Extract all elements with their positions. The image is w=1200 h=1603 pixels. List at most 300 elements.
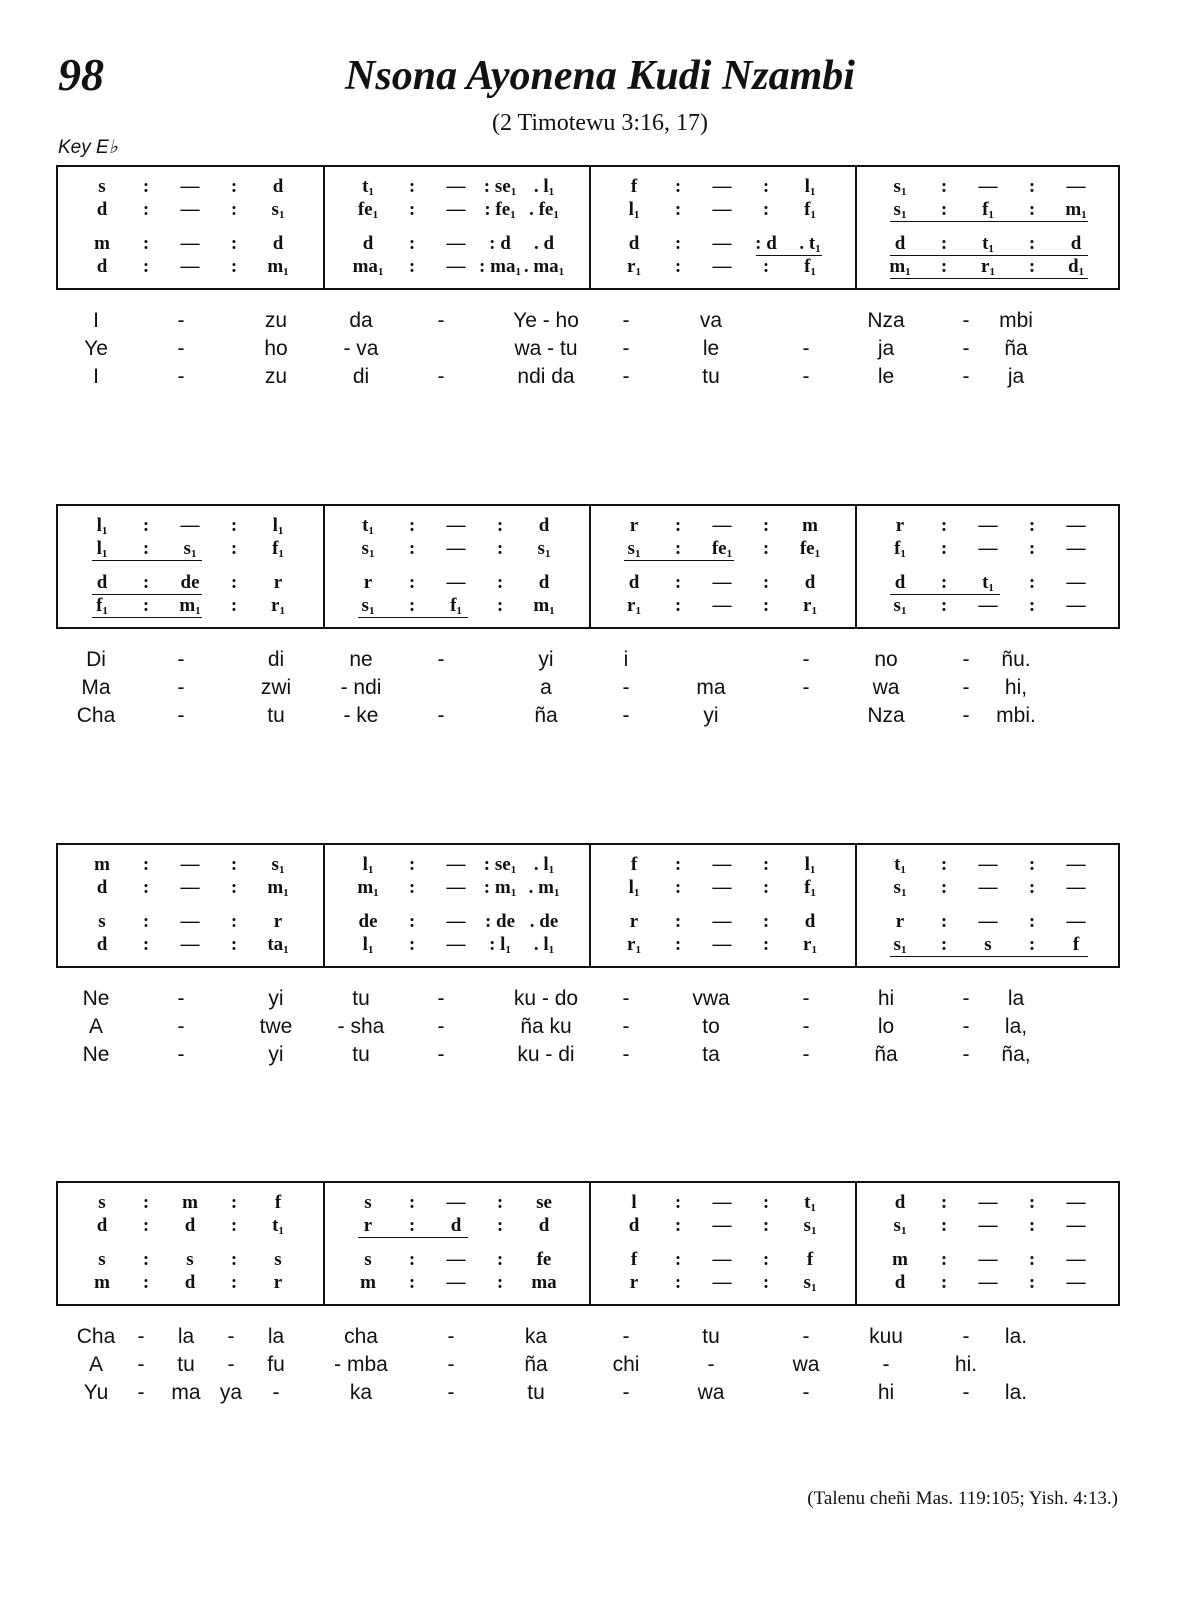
note-syllable: :: [1028, 934, 1036, 955]
solfa-note: [780, 596, 840, 616]
note-syllable: s: [537, 538, 545, 559]
note-syllable: s: [364, 1249, 372, 1270]
note-syllable: :: [142, 911, 150, 932]
solfa-note: [248, 1216, 308, 1236]
note-syllable: m: [267, 256, 284, 277]
note-syllable: m: [1065, 199, 1082, 220]
solfa-note: [514, 573, 574, 593]
bar-line: [323, 167, 325, 288]
lyric-syllable: ña: [1004, 337, 1028, 360]
octave-subscript: 1: [900, 548, 906, 560]
lyric-syllable: - ke: [343, 704, 379, 727]
note-syllable: :: [142, 572, 150, 593]
note-syllable: :: [408, 1249, 416, 1270]
lyric-syllable: wa - tu: [514, 337, 578, 360]
lyric-syllable: -: [622, 987, 630, 1010]
lyric-syllable: Ne: [82, 987, 110, 1010]
lyric-syllable: -: [272, 1381, 280, 1404]
lyric-syllable: Cha: [76, 1325, 116, 1348]
lyric-syllable: ne: [349, 648, 373, 671]
note-syllable: —: [978, 1249, 998, 1270]
note-syllable: —: [446, 854, 466, 875]
note-syllable: r: [629, 515, 639, 536]
lyric-syllable: ja: [1007, 365, 1025, 388]
lyric-syllable: ka: [349, 1381, 373, 1404]
solfa-system: [56, 1181, 1120, 1306]
octave-subscript: 1: [1078, 266, 1085, 278]
note-syllable: d: [628, 1215, 640, 1236]
note-syllable: d: [96, 1215, 108, 1236]
solfa-note: [780, 1193, 840, 1213]
note-syllable: l: [96, 515, 102, 536]
solfa-note: [248, 912, 308, 932]
note-syllable: —: [180, 233, 200, 254]
bar-line: [855, 845, 857, 966]
note-syllable: l: [804, 854, 810, 875]
note-syllable: —: [180, 877, 200, 898]
solfa-note: [780, 1216, 840, 1236]
note-syllable: d: [894, 233, 906, 254]
solfa-system: [56, 843, 1120, 968]
octave-subscript: 1: [510, 186, 517, 198]
octave-subscript: 1: [809, 864, 816, 876]
lyric-syllable: -: [707, 1353, 715, 1376]
note-syllable: —: [712, 877, 732, 898]
octave-subscript: 1: [900, 186, 907, 198]
note-syllable: f: [450, 595, 457, 616]
lyric-syllable: -: [962, 676, 970, 699]
slur-underline: [358, 617, 468, 618]
solfa-note: [1046, 878, 1106, 898]
solfa-note: [1046, 855, 1106, 875]
lyric-syllable: ña ku: [520, 1015, 572, 1038]
note-syllable: f: [806, 1249, 814, 1270]
octave-subscript: 1: [510, 864, 517, 876]
note-syllable: :: [940, 1192, 948, 1213]
lyric-syllable: -: [227, 1325, 235, 1348]
note-syllable: —: [712, 595, 732, 616]
solfa-system: [56, 504, 1120, 629]
note-syllable: —: [1066, 572, 1086, 593]
octave-subscript: 1: [988, 243, 994, 255]
lyric-syllable: di: [352, 365, 370, 388]
note-syllable: :: [230, 515, 238, 536]
lyric-syllable: no: [874, 648, 898, 671]
note-syllable: —: [978, 1272, 998, 1293]
solfa-note: [1046, 935, 1106, 955]
octave-subscript: 1: [635, 605, 641, 617]
lyric-syllable: -: [447, 1381, 455, 1404]
lyric-syllable: -: [177, 309, 185, 332]
note-syllable: —: [446, 1272, 466, 1293]
lyric-syllable: ja: [877, 337, 895, 360]
note-syllable: —: [712, 854, 732, 875]
note-syllable: s: [361, 595, 369, 616]
note-syllable: :: [1028, 572, 1036, 593]
lyric-syllable: wa: [697, 1381, 725, 1404]
note-syllable: :: [408, 538, 416, 559]
solfa-note: [514, 539, 574, 559]
octave-subscript: 1: [811, 944, 817, 956]
hymn-number: 98: [58, 49, 104, 100]
octave-subscript: 1: [633, 209, 640, 221]
note-syllable: r: [803, 934, 812, 955]
solfa-note: [1046, 234, 1106, 254]
octave-subscript: 1: [553, 209, 559, 221]
note-syllable: :: [762, 911, 770, 932]
octave-subscript: 1: [900, 209, 907, 221]
solfa-note: [780, 234, 840, 254]
lyric-syllable: -: [802, 1381, 810, 1404]
note-syllable: :: [940, 256, 948, 277]
note-syllable: —: [446, 515, 466, 536]
octave-subscript: 1: [548, 186, 555, 198]
lyric-syllable: kuu: [869, 1325, 903, 1348]
note-syllable: :: [762, 1192, 770, 1213]
solfa-note: [248, 1273, 308, 1293]
note-syllable: —: [180, 854, 200, 875]
note-syllable: l: [628, 877, 634, 898]
note-syllable: . de: [529, 911, 559, 932]
note-syllable: :: [940, 176, 948, 197]
lyric-syllable: -: [962, 1015, 970, 1038]
bar-line: [589, 506, 591, 627]
bar-line: [855, 506, 857, 627]
octave-subscript: 1: [283, 266, 289, 278]
solfa-note: [248, 596, 308, 616]
note-syllable: —: [1066, 538, 1086, 559]
octave-subscript: 1: [726, 548, 733, 560]
note-syllable: s: [98, 176, 106, 197]
lyric-syllable: a: [540, 676, 552, 699]
solfa-note: [514, 855, 574, 875]
lyric-syllable: -: [437, 309, 445, 332]
note-syllable: —: [978, 877, 998, 898]
note-syllable: —: [1066, 595, 1086, 616]
note-syllable: . l: [533, 176, 549, 197]
note-syllable: fe: [711, 538, 727, 559]
note-syllable: t: [362, 515, 369, 536]
note-syllable: —: [446, 911, 466, 932]
bar-line: [589, 167, 591, 288]
note-syllable: :: [1028, 911, 1036, 932]
octave-subscript: 1: [809, 186, 816, 198]
note-syllable: d: [362, 233, 374, 254]
lyric-syllable: fu: [267, 1353, 285, 1376]
lyric-syllable: ku - do: [513, 987, 579, 1010]
note-syllable: s: [893, 595, 901, 616]
note-syllable: : m: [483, 877, 511, 898]
lyric-syllable: -: [177, 704, 185, 727]
lyric-syllable: cha: [344, 1325, 378, 1348]
solfa-note: [780, 516, 840, 536]
note-syllable: —: [1066, 1215, 1086, 1236]
note-syllable: d: [96, 256, 108, 277]
solfa-note: [780, 855, 840, 875]
note-syllable: —: [1066, 877, 1086, 898]
lyric-syllable: -: [802, 648, 810, 671]
note-syllable: —: [446, 934, 466, 955]
lyric-syllable: la: [267, 1325, 285, 1348]
note-syllable: :: [674, 199, 682, 220]
octave-subscript: 1: [278, 209, 285, 221]
octave-subscript: 1: [905, 266, 911, 278]
solfa-note: [248, 1250, 308, 1270]
solfa-note: [780, 200, 840, 220]
lyric-syllable: yi: [538, 648, 554, 671]
note-syllable: :: [408, 1272, 416, 1293]
note-syllable: —: [712, 176, 732, 197]
octave-subscript: 1: [367, 864, 374, 876]
lyric-syllable: mbi: [999, 309, 1033, 332]
lyric-syllable: -: [622, 1325, 630, 1348]
lyric-syllable: hi,: [1004, 676, 1028, 699]
lyric-syllable: - sha: [337, 1015, 385, 1038]
solfa-note: [514, 878, 574, 898]
octave-subscript: 1: [810, 1202, 816, 1214]
note-syllable: d: [894, 1272, 906, 1293]
bar-line: [589, 1183, 591, 1304]
note-syllable: :: [762, 515, 770, 536]
octave-subscript: 1: [900, 1225, 907, 1237]
solfa-note: [1046, 539, 1106, 559]
solfa-note: [1046, 177, 1106, 197]
lyric-syllable: ña: [534, 704, 558, 727]
note-syllable: :: [674, 1192, 682, 1213]
slur-underline: [358, 1237, 468, 1238]
note-syllable: s: [186, 1249, 194, 1270]
octave-subscript: 1: [367, 944, 374, 956]
note-syllable: r: [363, 1215, 373, 1236]
solfa-note: [514, 177, 574, 197]
solfa-note: [780, 912, 840, 932]
note-syllable: :: [674, 911, 682, 932]
note-syllable: d: [1067, 256, 1079, 277]
solfa-note: [1046, 516, 1106, 536]
note-syllable: :: [408, 515, 416, 536]
note-syllable: . m: [528, 877, 554, 898]
note-syllable: —: [978, 1215, 998, 1236]
solfa-note: [780, 257, 840, 277]
note-syllable: d: [96, 572, 108, 593]
lyric-syllable: -: [622, 1015, 630, 1038]
note-syllable: :: [142, 1215, 150, 1236]
note-syllable: :: [408, 934, 416, 955]
note-syllable: : l: [489, 934, 506, 955]
note-syllable: —: [712, 256, 732, 277]
lyric-syllable: -: [962, 1043, 970, 1066]
note-syllable: d: [538, 515, 550, 536]
lyric-syllable: -: [802, 365, 810, 388]
solfa-note: [1046, 1250, 1106, 1270]
lyric-syllable: ka: [524, 1325, 548, 1348]
lyric-syllable: hi.: [954, 1353, 978, 1376]
lyric-syllable: la.: [1004, 1325, 1028, 1348]
lyric-syllable: -: [802, 987, 810, 1010]
lyric-syllable: A: [88, 1353, 103, 1376]
note-syllable: m: [182, 1192, 198, 1213]
octave-subscript: 1: [515, 266, 521, 278]
note-syllable: :: [142, 538, 150, 559]
note-syllable: :: [408, 595, 416, 616]
note-syllable: —: [712, 1192, 732, 1213]
lyric-syllable: ma: [171, 1381, 201, 1404]
note-syllable: :: [408, 572, 416, 593]
note-syllable: s: [361, 538, 369, 559]
note-syllable: :: [1028, 515, 1036, 536]
note-syllable: :: [496, 1192, 504, 1213]
lyric-syllable: -: [177, 337, 185, 360]
solfa-note: [514, 935, 574, 955]
lyric-syllable: ku - di: [517, 1043, 575, 1066]
lyric-syllable: -: [962, 987, 970, 1010]
note-syllable: f: [274, 1192, 282, 1213]
octave-subscript: 1: [989, 266, 995, 278]
lyric-syllable: -: [177, 1043, 185, 1066]
note-syllable: —: [180, 515, 200, 536]
lyric-syllable: - ndi: [340, 676, 382, 699]
lyric-syllable: hi: [877, 987, 895, 1010]
note-syllable: s: [98, 1249, 106, 1270]
note-syllable: :: [940, 934, 948, 955]
octave-subscript: 1: [279, 605, 285, 617]
lyric-syllable: Cha: [76, 704, 116, 727]
note-syllable: :: [1028, 256, 1036, 277]
slur-underline: [92, 617, 202, 618]
note-syllable: :: [230, 176, 238, 197]
lyric-syllable: Ma: [81, 676, 111, 699]
note-syllable: f: [630, 1249, 638, 1270]
note-syllable: :: [674, 934, 682, 955]
note-syllable: fe: [536, 1249, 552, 1270]
note-syllable: —: [446, 572, 466, 593]
note-syllable: f: [630, 176, 638, 197]
note-syllable: :: [408, 256, 416, 277]
solfa-note: [248, 855, 308, 875]
note-syllable: s: [98, 911, 106, 932]
lyric-syllable: Ne: [82, 1043, 110, 1066]
lyric-syllable: ña: [874, 1043, 898, 1066]
octave-subscript: 1: [814, 548, 821, 560]
note-syllable: :: [230, 1272, 238, 1293]
lyric-syllable: -: [962, 337, 970, 360]
note-syllable: —: [446, 256, 466, 277]
note-syllable: :: [230, 538, 238, 559]
lyric-syllable: -: [622, 1043, 630, 1066]
solfa-note: [1046, 596, 1106, 616]
lyric-syllable: I: [93, 309, 99, 332]
note-syllable: :: [1028, 1215, 1036, 1236]
solfa-note: [780, 878, 840, 898]
note-syllable: : se: [483, 854, 511, 875]
note-syllable: t: [362, 176, 369, 197]
note-syllable: —: [712, 911, 732, 932]
note-syllable: t: [272, 1215, 279, 1236]
lyric-syllable: zu: [264, 365, 288, 388]
note-syllable: . d: [533, 233, 555, 254]
lyric-syllable: di: [267, 648, 285, 671]
solfa-note: [514, 234, 574, 254]
note-syllable: :: [230, 854, 238, 875]
note-syllable: r: [363, 572, 373, 593]
note-syllable: ta: [267, 934, 284, 955]
solfa-note: [248, 935, 308, 955]
lyric-syllable: - mba: [334, 1353, 388, 1376]
note-syllable: —: [978, 176, 998, 197]
note-syllable: —: [180, 176, 200, 197]
lyric-syllable: -: [177, 648, 185, 671]
note-syllable: —: [712, 1272, 732, 1293]
lyric-syllable: - va: [343, 337, 379, 360]
octave-subscript: 1: [634, 548, 641, 560]
lyric-syllable: ya: [219, 1381, 243, 1404]
note-syllable: —: [446, 877, 466, 898]
note-syllable: s: [271, 854, 279, 875]
note-syllable: :: [940, 595, 948, 616]
lyric-syllable: tu: [352, 987, 370, 1010]
note-syllable: : fe: [484, 199, 511, 220]
lyric-syllable: -: [137, 1381, 145, 1404]
note-syllable: :: [674, 256, 682, 277]
note-syllable: :: [674, 1215, 682, 1236]
octave-subscript: 1: [372, 209, 379, 221]
note-syllable: :: [940, 1215, 948, 1236]
lyric-syllable: tu: [352, 1043, 370, 1066]
note-syllable: :: [408, 854, 416, 875]
note-syllable: d: [450, 1215, 462, 1236]
note-syllable: :: [762, 934, 770, 955]
note-syllable: :: [142, 233, 150, 254]
note-syllable: d: [272, 233, 284, 254]
octave-subscript: 1: [633, 887, 640, 899]
note-syllable: —: [1066, 176, 1086, 197]
note-syllable: f: [96, 595, 103, 616]
note-syllable: :: [762, 176, 770, 197]
note-syllable: :: [142, 1249, 150, 1270]
note-syllable: r: [273, 1272, 283, 1293]
solfa-note: [514, 1250, 574, 1270]
lyric-syllable: -: [962, 1381, 970, 1404]
lyric-syllable: le: [702, 337, 720, 360]
note-syllable: f: [804, 199, 811, 220]
lyric-syllable: -: [802, 1043, 810, 1066]
slur-underline: [890, 221, 1088, 222]
lyric-syllable: tu: [702, 365, 720, 388]
note-syllable: —: [1066, 854, 1086, 875]
octave-subscript: 1: [101, 548, 108, 560]
note-syllable: :: [940, 854, 948, 875]
note-syllable: :: [408, 199, 416, 220]
note-syllable: :: [1028, 538, 1036, 559]
note-syllable: de: [180, 572, 200, 593]
lyric-syllable: -: [622, 309, 630, 332]
note-syllable: . l: [533, 934, 549, 955]
note-syllable: —: [978, 538, 998, 559]
note-syllable: —: [180, 934, 200, 955]
solfa-note: [514, 200, 574, 220]
footnote: (Talenu cheñi Mas. 119:105; Yish. 4:13.): [807, 1488, 1118, 1509]
note-syllable: s: [98, 1192, 106, 1213]
note-syllable: d: [538, 1215, 550, 1236]
octave-subscript: 1: [815, 243, 821, 255]
note-syllable: :: [674, 595, 682, 616]
note-syllable: :: [142, 256, 150, 277]
solfa-note: [1046, 1273, 1106, 1293]
lyric-syllable: la: [1007, 987, 1025, 1010]
note-syllable: :: [230, 595, 238, 616]
note-syllable: —: [180, 199, 200, 220]
note-syllable: d: [894, 572, 906, 593]
